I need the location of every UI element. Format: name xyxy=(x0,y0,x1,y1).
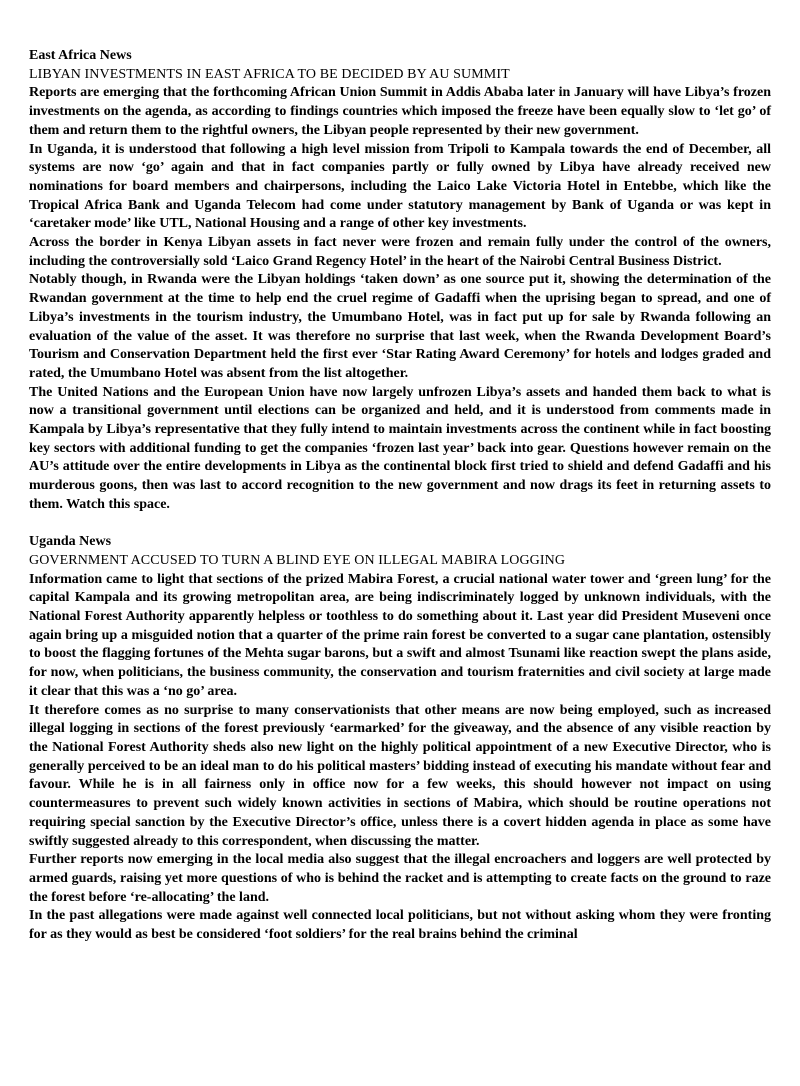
article-paragraph: Further reports now emerging in the local media also suggest that the illegal encroachers and loggers are well protected by armed guards, raising yet more questions of who is behind the racket and is attempting to create facts on the ground to raze the forest before ‘re-allocating’ the land. xyxy=(29,852,771,905)
article-paragraph: Notably though, in Rwanda were the Libyan holdings ‘taken down’ as one source put it, showing the determination of the Rwandan government at the time to help end the cruel regime of Gadaffi when the uprising began to spread, and one of Libya’s investments in the tourism industry, the Umumbano Hotel, was in fact put up for sale by Rwanda following an evaluation of the value of the asset. It was therefore no surprise that last week, when the Rwanda Development Board’s Tourism and Conservation Department held the first ever ‘Star Rating Award Ceremony’ for hotels and lodges graded and rated, the Umumbano Hotel was absent from the list altogether. xyxy=(29,272,771,381)
section-label: Uganda News xyxy=(29,534,112,550)
article-headline: GOVERNMENT ACCUSED TO TURN A BLIND EYE ON ILLEGAL MABIRA LOGGING xyxy=(29,552,566,568)
article-mabira-logging xyxy=(29,533,771,944)
article-paragraph: It therefore comes as no surprise to many conservationists that other means are now being employed, such as increased illegal logging in sections of the forest previously ‘earmarked’ for the giveaway, and the absence of any visible reaction by the National Forest Authority sheds also new light on the highly political appointment of a new Executive Director, who is generally perceived to be an ideal man to do his political masters’ bidding instead of executing his mandate without fear and favour. While he is in all fairness only in office now for a few weeks, this should however not impact on using countermeasures to prevent such widely known activities in sections of Mabira, which should be routine operations not requiring special sanction by the Executive Director’s office, unless there is a covert hidden agenda in place as some have swiftly suggested already to this correspondent, when discussing the matter. xyxy=(29,702,771,849)
article-paragraph: Information came to light that sections of the prized Mabira Forest, a crucial national water tower and ‘green lung’ for the capital Kampala and its growing metropolitan area, are being indiscriminately logged by unknown individuals, with the National Forest Authority apparently helpless or toothless to do something about it. Last year did President Museveni once again bring up a misguided notion that a quarter of the prime rain forest be converted to a sugar cane plantation, ostensibly to boost the flagging fortunes of the Mehta sugar barons, but a swift and almost Tsunami like reaction swept the plans aside, for now, when politicians, the business community, the conservation and tourism fraternities and civil society at large made it clear that this was a ‘no go’ area. xyxy=(29,571,771,699)
article-paragraph: The United Nations and the European Union have now largely unfrozen Libya’s assets and handed them back to what is now a transitional government until elections can be organized and held, and it is understood from comments made in Kampala by Libya’s representative that they fully intend to maintain investments across the continent while in fact boosting key sectors with additional funding to get the companies ‘frozen last year’ back into gear. Questions however remain on the AU’s attitude over the entire developments in Libya as the continental block first tried to shield and defend Gadaffi and his murderous goons, then was last to accord recognition to the new government and now drags its feet in returning assets to them. Watch this space. xyxy=(29,384,771,512)
article-paragraph: In Uganda, it is understood that following a high level mission from Tripoli to Kampala towards the end of December, all systems are now ‘go’ again and that in fact companies partly or fully owned by Libya have already received new nominations for board members and chairpersons, including the Laico Lake Victoria Hotel in Entebbe, which like the Tropical Africa Bank and Uganda Telecom had come under statutory management by Bank of Uganda or was kept in ‘caretaker mode’ like UTL, National Housing and a range of other key investments. xyxy=(29,141,771,232)
article-paragraph: Reports are emerging that the forthcoming African Union Summit in Addis Ababa later in January will have Libya’s frozen investments on the agenda, as according to findings countries which imposed the freeze have been equally slow to ‘let go’ of them and return them to the rightful owners, the Libyan people represented by their new government. xyxy=(29,85,771,138)
article-libyan-investments xyxy=(29,47,771,515)
article-separator xyxy=(29,515,771,534)
document-page xyxy=(29,47,771,945)
article-paragraph: Across the border in Kenya Libyan assets in fact never were frozen and remain fully under the control of the owners, including the controversially sold ‘Laico Grand Regency Hotel’ in the heart of the Nairobi Central Business District. xyxy=(29,235,771,269)
article-headline: LIBYAN INVESTMENTS IN EAST AFRICA TO BE DECIDED BY AU SUMMIT xyxy=(29,66,510,82)
article-paragraph: In the past allegations were made against well connected local politicians, but not without asking whom they were fronting for as they would as best be considered ‘foot soldiers’ for the real brains behind the criminal xyxy=(29,908,771,943)
section-label: East Africa News xyxy=(29,48,132,63)
